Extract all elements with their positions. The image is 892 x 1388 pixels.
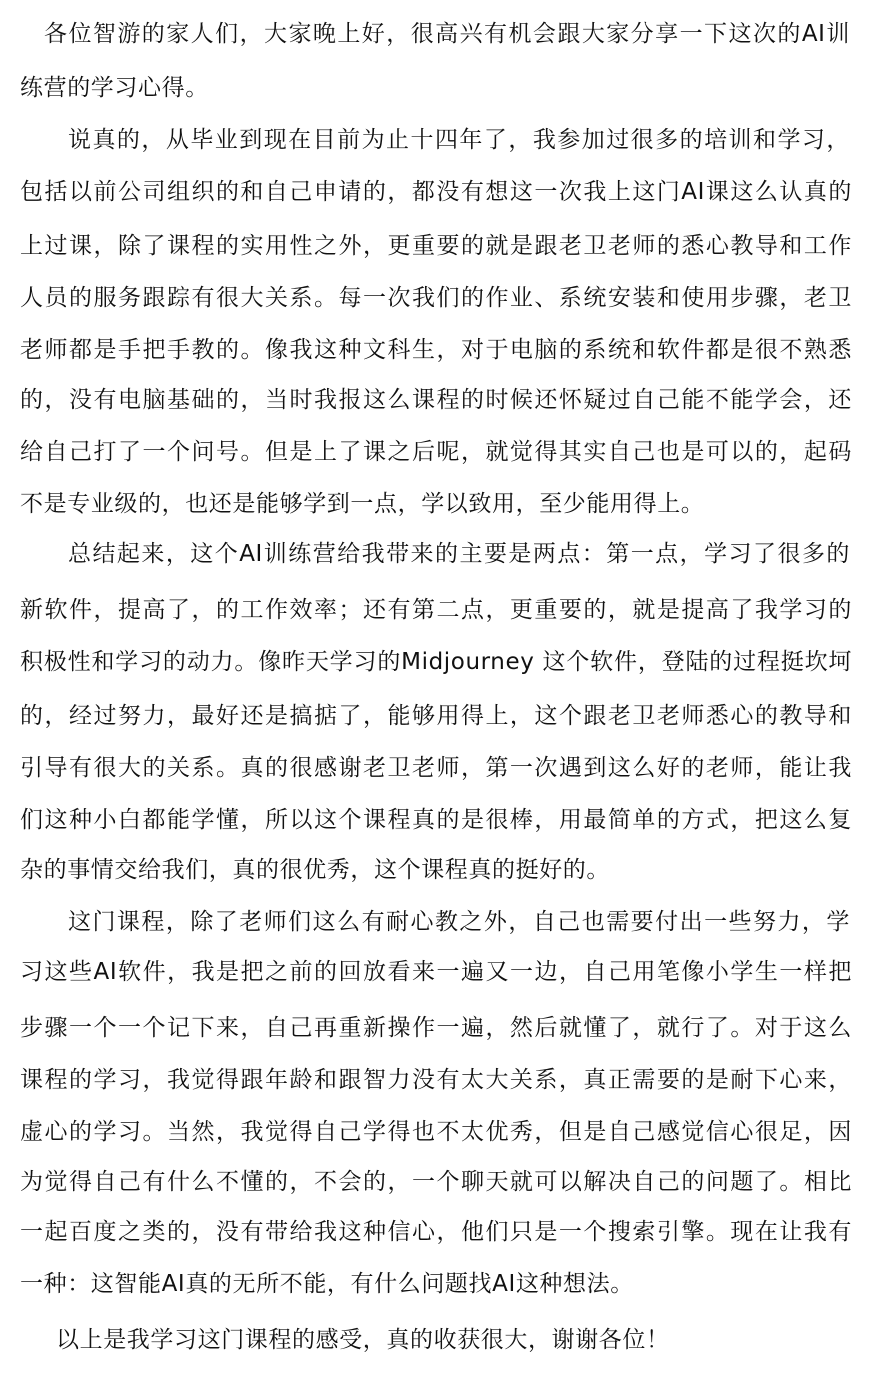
text-line: 新软件，提高了，的工作效率；还有第二点，更重要的，就是提高了我学习的 <box>20 597 852 623</box>
text-line: 一起百度之类的，没有带给我这种信心，他们只是一个搜索引擎。现在让我有 <box>20 1219 852 1245</box>
text-line: 上过课，除了课程的实用性之外，更重要的就是跟老卫老师的悉心教导和工作 <box>20 233 852 259</box>
text-line: 以上是我学习这门课程的感受，真的收获很大，谢谢各位！ <box>56 1327 670 1353</box>
text-line: 人员的服务跟踪有很大关系。每一次我们的作业、系统安装和使用步骤，老卫 <box>20 285 852 311</box>
text-line: 虚心的学习。当然，我觉得自己学得也不太优秀，但是自己感觉信心很足，因 <box>20 1119 852 1145</box>
text-line: 不是专业级的，也还是能够学到一点，学以致用，至少能用得上。 <box>20 491 705 517</box>
text-line: 引导有很大的关系。真的很感谢老卫老师，第一次遇到这么好的老师，能让我 <box>20 755 852 781</box>
text-line: 老师都是手把手教的。像我这种文科生，对于电脑的系统和软件都是很不熟悉 <box>20 337 852 363</box>
text-line: 习这些AI软件，我是把之前的回放看来一遍又一边，自己用笔像小学生一样把 <box>20 959 852 985</box>
text-line: 们这种小白都能学懂，所以这个课程真的是很棒，用最简单的方式，把这么复 <box>20 807 852 833</box>
text-line: 各位智游的家人们，大家晚上好，很高兴有机会跟大家分享一下这次的AI训 <box>44 21 850 47</box>
text-line: 课程的学习，我觉得跟年龄和跟智力没有太大关系，真正需要的是耐下心来， <box>20 1067 852 1093</box>
text-line: 的，经过努力，最好还是搞掂了，能够用得上，这个跟老卫老师悉心的教导和 <box>20 703 852 729</box>
text-line: 说真的，从毕业到现在目前为止十四年了，我参加过很多的培训和学习， <box>68 127 850 153</box>
text-line: 杂的事情交给我们，真的很优秀，这个课程真的挺好的。 <box>20 857 610 883</box>
text-line: 包括以前公司组织的和自己申请的，都没有想这一次我上这门AI课这么认真的 <box>20 179 852 205</box>
text-line: 这门课程，除了老师们这么有耐心教之外，自己也需要付出一些努力，学 <box>68 909 850 935</box>
text-line: 总结起来，这个AI训练营给我带来的主要是两点：第一点，学习了很多的 <box>68 541 850 567</box>
text-line: 积极性和学习的动力。像昨天学习的Midjourney 这个软件，登陆的过程挺坎坷 <box>20 649 852 675</box>
text-line: 练营的学习心得。 <box>20 75 209 101</box>
text-line: 的，没有电脑基础的，当时我报这么课程的时候还怀疑过自己能不能学会，还 <box>20 387 852 413</box>
text-line: 一种：这智能AI真的无所不能，有什么问题找AI这种想法。 <box>20 1271 634 1297</box>
text-line: 步骤一个一个记下来，自己再重新操作一遍，然后就懂了，就行了。对于这么 <box>20 1015 852 1041</box>
text-line: 为觉得自己有什么不懂的，不会的，一个聊天就可以解决自己的问题了。相比 <box>20 1169 852 1195</box>
text-line: 给自己打了一个问号。但是上了课之后呢，就觉得其实自己也是可以的，起码 <box>20 439 852 465</box>
